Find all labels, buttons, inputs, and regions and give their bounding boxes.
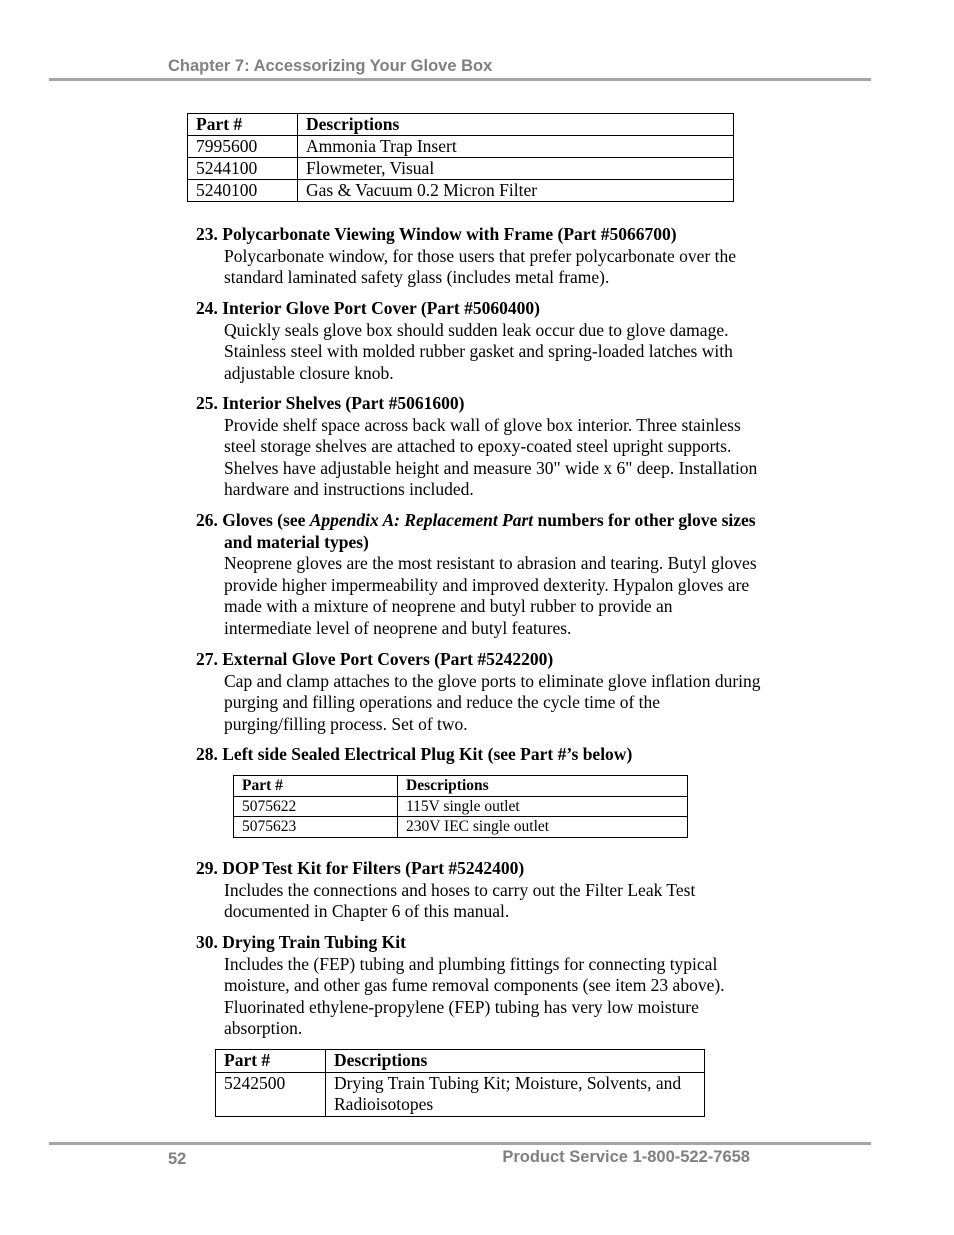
item-title: 25. Interior Shelves (Part #5061600) [196,393,465,413]
item-title: 28. Left side Sealed Electrical Plug Kit (see Part #’s below) [196,744,633,764]
item-25 [196,393,761,501]
item-29 [196,858,761,923]
description-cell: 230V IEC single outlet [398,817,688,838]
part-number-cell: 7995600 [188,136,298,158]
part-number-cell: 5075623 [234,817,398,838]
item-26 [196,510,761,640]
item-body: Neoprene gloves are the most resistant to abrasion and tearing. Butyl gloves provide higher impermeability and improved dexterity. Hypalon gloves are made with a mixture of neoprene and butyl rubber to provide an intermediate level of neoprene and butyl features. [224,553,757,638]
item-title [196,510,761,553]
description-cell: 115V single outlet [398,796,688,817]
column-header-descriptions: Descriptions [298,114,734,136]
item-title-pre: 26. Gloves (see [196,510,310,530]
header-rule [49,78,871,81]
table-header-row [234,776,688,797]
table-header-row [188,114,734,136]
description-cell: Gas & Vacuum 0.2 Micron Filter [298,180,734,202]
item-title: 30. Drying Train Tubing Kit [196,932,406,952]
description-cell: Drying Train Tubing Kit; Moisture, Solvents, and Radioisotopes [326,1072,705,1116]
table-row [234,817,688,838]
item-body: Quickly seals glove box should sudden leak occur due to glove damage. Stainless steel with molded rubber gasket and spring-loaded latches with adjustable closure knob. [224,319,733,383]
item-title-italic: Appendix A: Replacement Part [309,510,534,530]
part-number-cell: 5242500 [216,1072,326,1116]
chapter-title: Chapter 7: Accessorizing Your Glove Box [168,57,493,75]
table-row [216,1072,705,1116]
part-number-cell: 5244100 [188,158,298,180]
description-cell: Ammonia Trap Insert [298,136,734,158]
table-row [188,158,734,180]
parts-table-1 [187,113,734,202]
item-30 [196,932,761,1040]
item-23 [196,224,761,289]
page-number: 52 [168,1150,187,1168]
footer-rule [49,1142,871,1145]
table-row [234,796,688,817]
part-number-cell: 5075622 [234,796,398,817]
item-title-post: numbers for other glove sizes and material types) [224,510,756,552]
column-header-descriptions: Descriptions [398,776,688,797]
item-28 [196,744,761,766]
parts-table-2 [233,775,688,838]
item-title: 23. Polycarbonate Viewing Window with Frame (Part #5066700) [196,224,677,244]
column-header-descriptions: Descriptions [326,1050,705,1073]
column-header-part: Part # [188,114,298,136]
item-title: 24. Interior Glove Port Cover (Part #5060400) [196,298,540,318]
item-title: 27. External Glove Port Covers (Part #5242200) [196,649,554,669]
item-24 [196,298,761,384]
table-header-row [216,1050,705,1073]
item-body: Cap and clamp attaches to the glove ports to eliminate glove inflation during purging and filling operations and reduce the cycle time of the purging/filling process. Set of two. [224,670,761,734]
description-cell: Flowmeter, Visual [298,158,734,180]
table-row [188,180,734,202]
column-header-part: Part # [234,776,398,797]
item-body: Provide shelf space across back wall of glove box interior. Three stainless steel storage shelves are attached to epoxy-coated steel upright supports. Shelves have adjustable height and measure 30" wide x 6" deep. Installation hardware and instructions included. [224,414,758,500]
item-body: Includes the (FEP) tubing and plumbing fittings for connecting typical moisture, and other gas fume removal components (see item 23 above). Fluorinated ethylene-propylene (FEP) tubing has very low moisture absorption. [224,953,725,1039]
part-number-cell: 5240100 [188,180,298,202]
column-header-part: Part # [216,1050,326,1073]
product-service-phone: Product Service 1-800-522-7658 [502,1148,750,1166]
item-body: Includes the connections and hoses to carry out the Filter Leak Test documented in Chapter 6 of this manual. [224,879,696,922]
table-row [188,136,734,158]
item-title: 29. DOP Test Kit for Filters (Part #5242400) [196,858,525,878]
item-27 [196,649,761,735]
parts-table-3 [215,1049,705,1117]
item-body: Polycarbonate window, for those users that prefer polycarbonate over the standard laminated safety glass (includes metal frame). [224,245,737,288]
